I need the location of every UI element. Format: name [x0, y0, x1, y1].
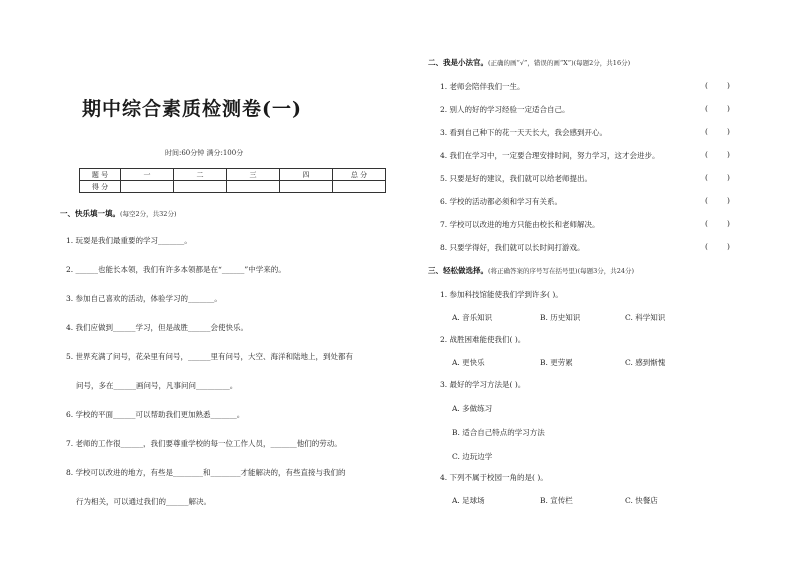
fill-question: 4. 我们应做到______学习，但是战胜______会使快乐。: [66, 323, 249, 332]
section-heading: [428, 265, 634, 276]
score-cell: [333, 181, 386, 193]
section-hint: (正确的画“√”，错误的画“X”)(每题2分，共16分): [488, 59, 631, 67]
choice-option: B. 更劳累: [540, 358, 573, 367]
choice-question: 3. 最好的学习方法是( )。: [440, 380, 526, 389]
judge-question: 1. 老师会陪伴我们一生。: [440, 82, 525, 91]
section-heading: [428, 57, 630, 68]
choice-question: 4. 下列不属于校园一角的是( )。: [440, 473, 548, 482]
fill-question: 1. 玩耍是我们最重要的学习_______。: [66, 236, 192, 245]
choice-option: A. 音乐知识: [452, 313, 493, 322]
fill-question: 7. 老师的工作很______，我们要尊重学校的每一位工作人员，_______他们的劳动。: [66, 439, 342, 448]
answer-parens: ( ): [705, 81, 730, 90]
choice-option: C. 快餐店: [625, 496, 658, 505]
exam-meta: 时间:60分钟 满分:100分: [165, 149, 244, 157]
judge-question: 5. 只要是好的建议，我们就可以给老师提出。: [440, 174, 593, 183]
answer-parens: ( ): [705, 242, 730, 251]
score-table: [79, 168, 386, 193]
score-table-header-row: [80, 169, 386, 181]
fill-question: 3. 参加自己喜欢的活动，体验学习的_______。: [66, 294, 222, 303]
choice-option: B. 宣传栏: [540, 496, 573, 505]
choice-option: A. 更快乐: [452, 358, 485, 367]
score-cell: 一: [121, 169, 174, 181]
judge-question: 4. 我们在学习中，一定要合理安排时间，努力学习，这才会进步。: [440, 151, 660, 160]
answer-parens: ( ): [705, 127, 730, 136]
judge-question: 7. 学校可以改进的地方只能由校长和老师解决。: [440, 220, 600, 229]
score-cell: 题 号: [80, 169, 121, 181]
choice-question: 1. 参加科技馆能使我们学到许多( )。: [440, 290, 563, 299]
fill-question: 6. 学校的平面______可以帮助我们更加熟悉_______。: [66, 410, 245, 419]
score-cell: 三: [227, 169, 280, 181]
choice-option: A. 足球场: [452, 496, 485, 505]
score-table-score-row: [80, 181, 386, 193]
score-cell: 得 分: [80, 181, 121, 193]
fill-question-continuation: 行为相关，可以通过我们的______解决。: [76, 497, 211, 506]
score-cell: 总 分: [333, 169, 386, 181]
choice-option: B. 历史知识: [540, 313, 581, 322]
score-cell: 二: [174, 169, 227, 181]
section-heading: [60, 208, 176, 219]
section-title: 二、我是小法官。: [428, 58, 488, 67]
exam-title: 期中综合素质检测卷(一): [82, 98, 302, 120]
answer-parens: ( ): [705, 173, 730, 182]
answer-parens: ( ): [705, 104, 730, 113]
choice-option: A. 多做练习: [452, 404, 493, 413]
section-title: 一、快乐填一填。: [60, 209, 120, 218]
fill-question: 8. 学校可以改进的地方，有些是________和________才能解决的，有些直接与我们的: [66, 468, 346, 477]
answer-parens: ( ): [705, 150, 730, 159]
fill-question: 5. 世界充满了问号，花朵里有问号，______里有问号，大空、海洋和陆地上，到处都有: [66, 352, 354, 361]
choice-question: 2. 战胜困难能使我们( )。: [440, 335, 526, 344]
score-cell: 四: [280, 169, 333, 181]
section-hint: (每空2分，共32分): [120, 210, 177, 218]
score-cell: [174, 181, 227, 193]
judge-question: 2. 别人的好的学习经验一定适合自己。: [440, 105, 570, 114]
score-cell: [121, 181, 174, 193]
section-hint: (将正确答案的序号写在括号里)(每题3分，共24分): [488, 267, 635, 275]
judge-question: 3. 看到自己种下的花一天天长大，我会感到开心。: [440, 128, 608, 137]
choice-option: C. 科学知识: [625, 313, 666, 322]
fill-question-continuation: 问号，多在______画问号，凡事问问_________。: [76, 381, 238, 390]
judge-question: 6. 学校的活动都必须和学习有关系。: [440, 197, 563, 206]
choice-option: C. 感到惭愧: [625, 358, 666, 367]
choice-option: C. 边玩边学: [452, 452, 493, 461]
answer-parens: ( ): [705, 196, 730, 205]
choice-option: B. 适合自己特点的学习方法: [452, 428, 545, 437]
section-title: 三、轻松做选择。: [428, 266, 488, 275]
score-cell: [227, 181, 280, 193]
answer-parens: ( ): [705, 219, 730, 228]
score-cell: [280, 181, 333, 193]
judge-question: 8. 只要学得好，我们就可以长时间打游戏。: [440, 243, 585, 252]
fill-question: 2. ______也能长本领，我们有许多本领都是在“______”中学来的。: [66, 265, 286, 274]
